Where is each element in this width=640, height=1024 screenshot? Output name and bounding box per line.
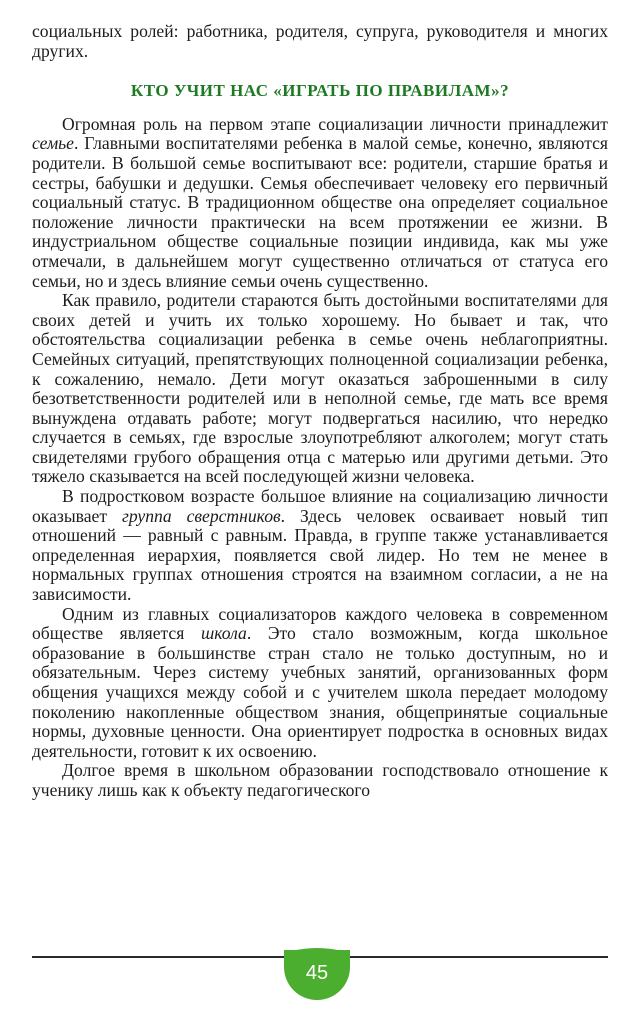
emphasis-term: группа сверстников bbox=[122, 505, 281, 526]
emphasis-term: семье bbox=[32, 133, 74, 154]
paragraph-school bbox=[32, 605, 608, 762]
paragraph-text: Одним из главных социализаторов каждого человека в современном обществе является bbox=[32, 603, 608, 644]
section-heading: КТО УЧИТ НАС «ИГРАТЬ ПО ПРАВИЛАМ»? bbox=[130, 81, 510, 101]
page-number: 45 bbox=[305, 962, 329, 984]
paragraph-education: Долгое время в школьном образовании господствовало отношение к ученику лишь как к объекту педагогического bbox=[32, 760, 608, 800]
paragraph-text: Огромная роль на первом этапе социализации личности принадлежит bbox=[62, 113, 608, 134]
body-text bbox=[32, 22, 608, 801]
paragraph-parents: Как правило, родители стараются быть достойными воспитателями для своих детей и учить их только хорошему. Но бывает и так, что обстоятельства социализации ребенка в семье очень неблагоприятны. Семейных ситуаций, препятствующих полноценной социализации ребенка, к сожалению, немало. Дети могут оказаться заброшенными в силу безответственности родителей или в неполной семье, где мать все время вынуждена отдавать работе; могут подвергаться насилию, что нередко случается в семьях, где взрослые злоупотребляют алкоголем; могут стать свидетелями грубого обращения отца с матерью или другими детьми. Это тяжело сказывается на всей последующей жизни человека. bbox=[32, 290, 608, 487]
emphasis-term: школа bbox=[200, 623, 247, 644]
paragraph-text: . Здесь человек осваивает новый тип отношений — равный с равным. Правда, в группе также устанавливается определенная иерархия, появляется свой лидер. Но тем не менее в нормальных группах отношения строятся на взаимном согласии, а не на зависимости. bbox=[32, 505, 608, 605]
intro-paragraph: социальных ролей: работника, родителя, супруга, руководителя и многих других. bbox=[32, 21, 608, 61]
paragraph-text: . Это стало возможным, когда школьное образование в большинстве стран стало не только доступным, но и обязательным. Через систему учебных занятий, организованных форм общения учащихся между собой и с учителем школа передает молодому поколению накопленные обществом знания, общепринятые социальные нормы, духовные ценности. Она ориентирует подростка в основных видах деятельности, готовит к их освоению. bbox=[32, 623, 608, 761]
paragraph-family bbox=[32, 115, 608, 291]
paragraph-peers bbox=[32, 487, 608, 605]
paragraph-text: . Главными воспитателями ребенка в малой семье, конечно, являются родители. В большой семье воспитывают все: родители, старшие братья и сестры, бабушки и дедушки. Семья обеспечивает человеку его первичный социальный статус. В традиционном обществе она определяет социальное положение личности практически на всем протяжении ее жизни. В индустриальном обществе социальные позиции индивида, как мы уже отмечали, в дальнейшем могут существенно отличаться от статуса его семьи, но и здесь влияние семьи очень существенно. bbox=[32, 133, 608, 291]
paragraph-text: В подростковом возрасте большое влияние на социализацию личности оказывает bbox=[32, 486, 608, 526]
